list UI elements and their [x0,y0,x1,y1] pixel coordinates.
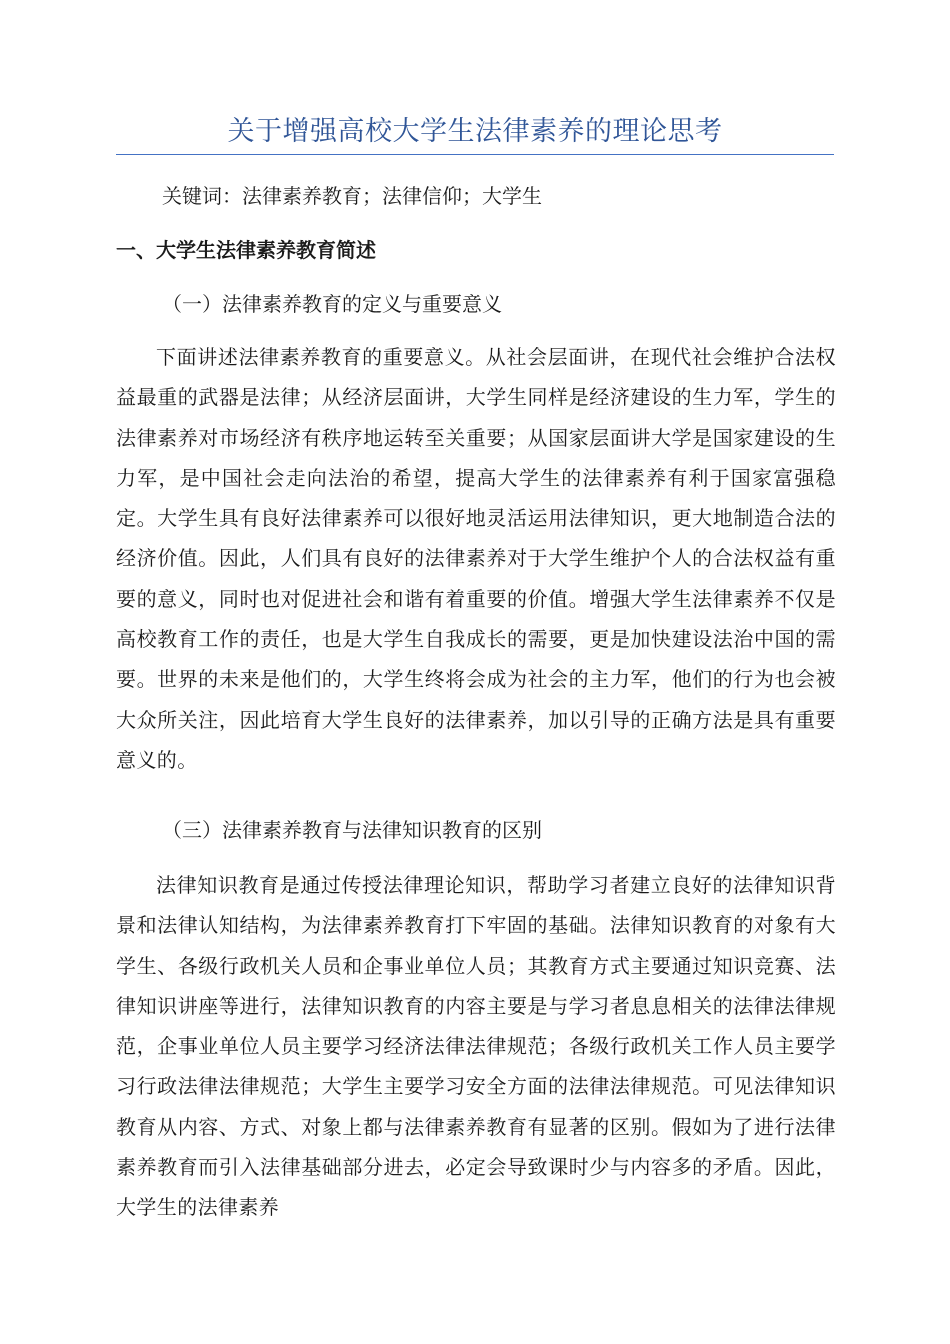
subsection-heading-1: （一）法律素养教育的定义与重要意义 [162,292,502,316]
subsection-heading-3: （三）法律素养教育与法律知识教育的区别 [162,818,542,842]
document-title: 关于增强高校大学生法律素养的理论思考 [227,116,723,147]
keywords-line: 关键词：法律素养教育；法律信仰；大学生 [162,184,542,208]
body-paragraph-1: 下面讲述法律素养教育的重要意义。从社会层面讲，在现代社会维护合法权益最重的武器是法律；从经济层面讲，大学生同样是经济建设的生力军，学生的法律素养对市场经济有秩序地运转至关重要；从国家层面讲大学是国家建设的生力军，是中国社会走向法治的希望，提高大学生的法律素养有利于国家富强稳定。大学生具有良好法律素养可以很好地灵活运用法律知识，更大地制造合法的经济价值。因此，人们具有良好的法律素养对于大学生维护个人的合法权益有重要的意义，同时也对促进社会和谐有着重要的价值。增强大学生法律素养不仅是高校教育工作的责任，也是大学生自我成长的需要，更是加快建设法治中国的需要。世界的未来是他们的，大学生终将会成为社会的主力军，他们的行为也会被大众所关注，因此培育大学生良好的法律素养，加以引导的正确方法是具有重要意义的。 [116,345,836,772]
section-heading-1: 一、大学生法律素养教育简述 [116,238,376,262]
title-underline [116,154,834,155]
body-paragraph-2: 法律知识教育是通过传授法律理论知识，帮助学习者建立良好的法律知识背景和法律认知结构，为法律素养教育打下牢固的基础。法律知识教育的对象有大学生、各级行政机关人员和企事业单位人员；其教育方式主要通过知识竞赛、法律知识讲座等进行，法律知识教育的内容主要是与学习者息息相关的法律法律规范，企事业单位人员主要学习经济法律法律规范；各级行政机关工作人员主要学习行政法律法律规范；大学生主要学习安全方面的法律法律规范。可见法律知识教育从内容、方式、对象上都与法律素养教育有显著的区别。假如为了进行法律素养教育而引入法律基础部分进去，必定会导致课时少与内容多的矛盾。因此，大学生的法律素养 [116,873,836,1220]
